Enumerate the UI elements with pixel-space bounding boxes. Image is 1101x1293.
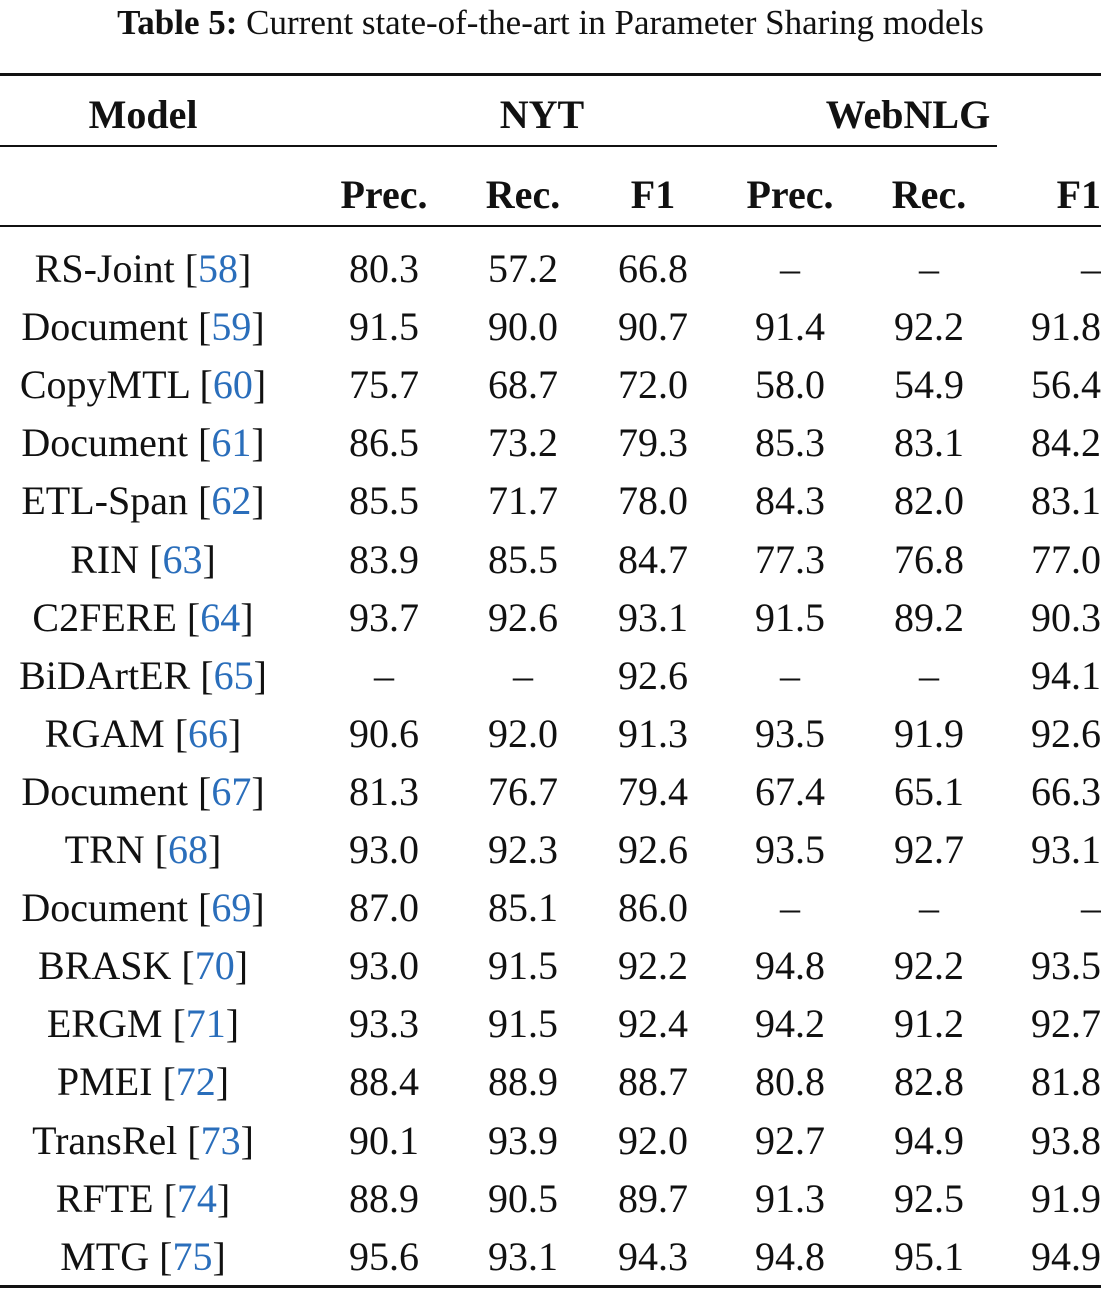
cell-webnlg-prec: 94.8	[755, 943, 825, 988]
cell-nyt-rec: 71.7	[488, 478, 558, 523]
cell-webnlg-f1: 94.1	[1031, 653, 1101, 698]
cell-webnlg-rec: 92.7	[894, 827, 964, 872]
cell-nyt-f1: 92.6	[618, 827, 688, 872]
cell-webnlg-prec: –	[780, 246, 800, 291]
cell-webnlg-prec: 85.3	[755, 420, 825, 465]
cell-webnlg-prec: 94.8	[755, 1234, 825, 1279]
table-row-model-cell: RS-Joint [58]	[34, 246, 252, 291]
cell-nyt-prec: 86.5	[349, 420, 419, 465]
table-row-model-cell: Document [69]	[21, 885, 265, 930]
cell-webnlg-prec: 91.3	[755, 1176, 825, 1221]
header-group-webnlg: WebNLG	[825, 92, 991, 137]
table-row-model-cell: MTG [75]	[60, 1234, 226, 1279]
cell-webnlg-f1: –	[1081, 885, 1101, 930]
header-nyt-f1: F1	[630, 172, 676, 217]
cell-webnlg-rec: 94.9	[894, 1118, 964, 1163]
cell-nyt-f1: 72.0	[618, 362, 688, 407]
cell-webnlg-f1: 56.4	[1031, 362, 1101, 407]
header-nyt-prec: Prec.	[340, 172, 428, 217]
cell-nyt-rec: 73.2	[488, 420, 558, 465]
cell-webnlg-rec: 92.5	[894, 1176, 964, 1221]
model-name: MTG	[60, 1234, 150, 1279]
citation-link[interactable]: 68	[168, 827, 208, 872]
citation-link[interactable]: 64	[200, 595, 241, 640]
citation-link[interactable]: 69	[211, 885, 252, 930]
cell-webnlg-f1: 93.8	[1031, 1118, 1101, 1163]
model-name: RIN	[70, 537, 140, 582]
cell-webnlg-f1: 84.2	[1031, 420, 1101, 465]
cell-webnlg-f1: 90.3	[1031, 595, 1101, 640]
cell-nyt-prec: 88.9	[349, 1176, 419, 1221]
model-name: TransRel	[32, 1118, 178, 1163]
cell-nyt-f1: 92.0	[618, 1118, 688, 1163]
citation-link[interactable]: 63	[162, 537, 203, 582]
header-group-rule	[0, 145, 997, 147]
cell-nyt-f1: 91.3	[618, 711, 688, 756]
model-name: ERGM	[46, 1001, 163, 1046]
cell-webnlg-f1: 77.0	[1031, 537, 1101, 582]
citation-link[interactable]: 59	[211, 304, 252, 349]
model-name: ETL-Span	[21, 478, 188, 523]
cell-webnlg-rec: 65.1	[894, 769, 964, 814]
table-row-model-cell: Document [61]	[21, 420, 265, 465]
model-name: BRASK	[37, 943, 172, 988]
cell-webnlg-rec: 91.9	[894, 711, 964, 756]
cell-webnlg-rec: 82.0	[894, 478, 964, 523]
model-name: RGAM	[44, 711, 165, 756]
cell-webnlg-rec: 92.2	[894, 304, 964, 349]
cell-webnlg-f1: 92.6	[1031, 711, 1101, 756]
citation-link[interactable]: 65	[213, 653, 254, 698]
cell-webnlg-rec: 54.9	[894, 362, 964, 407]
table-row-model-cell: Document [59]	[21, 304, 265, 349]
cell-nyt-f1: 90.7	[618, 304, 688, 349]
cell-nyt-prec: 90.6	[349, 711, 419, 756]
cell-webnlg-prec: 84.3	[755, 478, 825, 523]
table-row-model-cell: TRN [68]	[64, 827, 222, 872]
cell-nyt-prec: –	[374, 653, 394, 698]
cell-nyt-prec: 93.0	[349, 943, 419, 988]
citation-link[interactable]: 73	[200, 1118, 241, 1163]
table-caption	[0, 0, 1101, 50]
header-model: Model	[88, 92, 198, 137]
cell-webnlg-prec: 80.8	[755, 1059, 825, 1104]
cell-nyt-rec: 90.0	[488, 304, 558, 349]
cell-nyt-rec: 93.1	[488, 1234, 558, 1279]
table-row-model-cell: ERGM [71]	[46, 1001, 240, 1046]
cell-webnlg-f1: 66.3	[1031, 769, 1101, 814]
cell-webnlg-f1: 94.9	[1031, 1234, 1101, 1279]
table-row-model-cell: BiDArtER [65]	[19, 653, 267, 698]
header-webnlg-rec: Rec.	[891, 172, 967, 217]
cell-webnlg-rec: 76.8	[894, 537, 964, 582]
header-nyt-rec: Rec.	[485, 172, 561, 217]
cell-webnlg-prec: 67.4	[755, 769, 825, 814]
cell-nyt-f1: 66.8	[618, 246, 688, 291]
header-webnlg-f1: F1	[1056, 172, 1101, 217]
cell-webnlg-f1: 91.9	[1031, 1176, 1101, 1221]
model-name: BiDArtER	[19, 653, 191, 698]
table-row-model-cell: RIN [63]	[70, 537, 216, 582]
model-name: Document	[21, 769, 188, 814]
model-name: RFTE	[55, 1176, 154, 1221]
cell-nyt-f1: 94.3	[618, 1234, 688, 1279]
cell-webnlg-rec: 82.8	[894, 1059, 964, 1104]
cell-webnlg-prec: 58.0	[755, 362, 825, 407]
cell-webnlg-rec: 95.1	[894, 1234, 964, 1279]
citation-link[interactable]: 72	[175, 1059, 216, 1104]
cell-nyt-rec: 85.5	[488, 537, 558, 582]
citation-link[interactable]: 75	[172, 1234, 213, 1279]
cell-nyt-prec: 80.3	[349, 246, 419, 291]
cell-nyt-f1: 92.2	[618, 943, 688, 988]
cell-nyt-prec: 91.5	[349, 304, 419, 349]
model-name: PMEI	[56, 1059, 153, 1104]
citation-link[interactable]: 62	[211, 478, 252, 523]
cell-nyt-f1: 79.3	[618, 420, 688, 465]
table-row-model-cell: Document [67]	[21, 769, 265, 814]
table-row-model-cell: PMEI [72]	[56, 1059, 230, 1104]
cell-nyt-rec: –	[513, 653, 533, 698]
cell-nyt-prec: 88.4	[349, 1059, 419, 1104]
cell-webnlg-f1: 83.1	[1031, 478, 1101, 523]
cell-webnlg-rec: –	[919, 885, 939, 930]
cell-nyt-prec: 81.3	[349, 769, 419, 814]
cell-nyt-rec: 93.9	[488, 1118, 558, 1163]
cell-nyt-f1: 78.0	[618, 478, 688, 523]
table-bottom-rule	[0, 1285, 1101, 1288]
cell-nyt-prec: 83.9	[349, 537, 419, 582]
table-row-model-cell: RFTE [74]	[55, 1176, 231, 1221]
cell-nyt-prec: 85.5	[349, 478, 419, 523]
cell-nyt-prec: 93.0	[349, 827, 419, 872]
citation-link[interactable]: 58	[198, 246, 239, 291]
model-name: CopyMTL	[19, 362, 190, 407]
cell-nyt-rec: 88.9	[488, 1059, 558, 1104]
cell-nyt-f1: 84.7	[618, 537, 688, 582]
cell-webnlg-rec: 89.2	[894, 595, 964, 640]
cell-nyt-f1: 88.7	[618, 1059, 688, 1104]
cell-nyt-prec: 87.0	[349, 885, 419, 930]
table-row-model-cell: BRASK [70]	[37, 943, 249, 988]
table-row-model-cell: TransRel [73]	[32, 1118, 254, 1163]
citation-link[interactable]: 60	[212, 362, 253, 407]
table-row-model-cell: C2FERE [64]	[32, 595, 254, 640]
header-bottom-rule	[0, 225, 1101, 227]
cell-webnlg-prec: 91.4	[755, 304, 825, 349]
citation-link[interactable]: 66	[188, 711, 229, 756]
cell-webnlg-f1: –	[1081, 246, 1101, 291]
model-name: Document	[21, 420, 188, 465]
citation-link[interactable]: 71	[185, 1001, 226, 1046]
cell-webnlg-f1: 91.8	[1031, 304, 1101, 349]
table-row-model-cell: ETL-Span [62]	[21, 478, 265, 523]
cell-nyt-rec: 92.0	[488, 711, 558, 756]
table-row-model-cell: CopyMTL [60]	[19, 362, 267, 407]
cell-webnlg-rec: –	[919, 653, 939, 698]
cell-nyt-prec: 95.6	[349, 1234, 419, 1279]
cell-nyt-f1: 93.1	[618, 595, 688, 640]
model-name: Document	[21, 885, 188, 930]
header-group-nyt: NYT	[499, 92, 585, 137]
citation-link[interactable]: 74	[176, 1176, 217, 1221]
cell-webnlg-prec: 77.3	[755, 537, 825, 582]
cell-nyt-f1: 86.0	[618, 885, 688, 930]
model-name: C2FERE	[32, 595, 177, 640]
cell-nyt-f1: 79.4	[618, 769, 688, 814]
cell-webnlg-rec: –	[919, 246, 939, 291]
model-name: RS-Joint	[34, 246, 175, 291]
citation-link[interactable]: 70	[194, 943, 235, 988]
cell-webnlg-prec: –	[780, 653, 800, 698]
cell-nyt-prec: 93.7	[349, 595, 419, 640]
cell-webnlg-f1: 93.5	[1031, 943, 1101, 988]
cell-webnlg-prec: 93.5	[755, 827, 825, 872]
cell-nyt-rec: 92.3	[488, 827, 558, 872]
cell-nyt-f1: 89.7	[618, 1176, 688, 1221]
cell-nyt-f1: 92.4	[618, 1001, 688, 1046]
cell-webnlg-rec: 92.2	[894, 943, 964, 988]
cell-webnlg-prec: 94.2	[755, 1001, 825, 1046]
model-name: TRN	[64, 827, 145, 872]
cell-webnlg-prec: 91.5	[755, 595, 825, 640]
cell-nyt-prec: 93.3	[349, 1001, 419, 1046]
citation-link[interactable]: 67	[211, 769, 252, 814]
header-webnlg-prec: Prec.	[746, 172, 834, 217]
table-row-model-cell: RGAM [66]	[44, 711, 242, 756]
cell-nyt-prec: 90.1	[349, 1118, 419, 1163]
cell-webnlg-rec: 83.1	[894, 420, 964, 465]
cell-webnlg-prec: 92.7	[755, 1118, 825, 1163]
citation-link[interactable]: 61	[211, 420, 252, 465]
cell-nyt-rec: 76.7	[488, 769, 558, 814]
cell-nyt-rec: 90.5	[488, 1176, 558, 1221]
cell-nyt-f1: 92.6	[618, 653, 688, 698]
cell-webnlg-prec: 93.5	[755, 711, 825, 756]
cell-webnlg-prec: –	[780, 885, 800, 930]
cell-webnlg-f1: 81.8	[1031, 1059, 1101, 1104]
cell-nyt-rec: 92.6	[488, 595, 558, 640]
table-caption-text: Current state-of-the-art in Parameter Sharing models	[246, 3, 984, 42]
cell-webnlg-rec: 91.2	[894, 1001, 964, 1046]
cell-nyt-rec: 85.1	[488, 885, 558, 930]
cell-nyt-prec: 75.7	[349, 362, 419, 407]
table-caption-label: Table 5:	[117, 3, 238, 42]
cell-nyt-rec: 91.5	[488, 1001, 558, 1046]
cell-webnlg-f1: 93.1	[1031, 827, 1101, 872]
table-top-rule	[0, 73, 1101, 76]
cell-nyt-rec: 57.2	[488, 246, 558, 291]
cell-nyt-rec: 68.7	[488, 362, 558, 407]
cell-webnlg-f1: 92.7	[1031, 1001, 1101, 1046]
cell-nyt-rec: 91.5	[488, 943, 558, 988]
model-name: Document	[21, 304, 188, 349]
